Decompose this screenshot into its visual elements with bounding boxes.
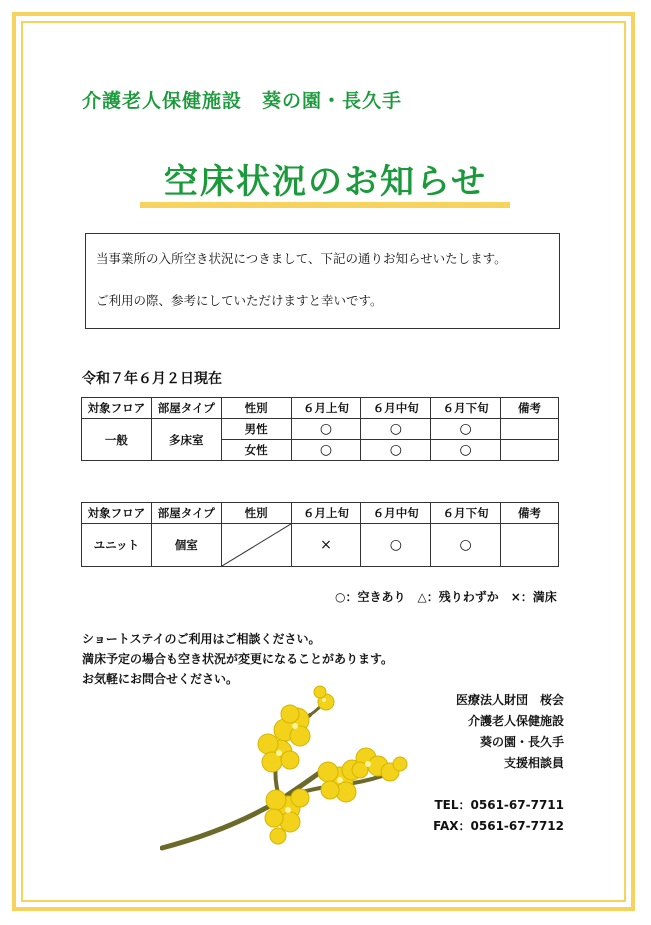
- note-line: 満床予定の場合も空き状況が変更になることがあります。: [82, 652, 394, 666]
- col-remarks: 備考: [501, 398, 559, 419]
- not-applicable-slash: [222, 524, 291, 566]
- remarks-cell: [501, 419, 559, 440]
- status-cell: ○: [431, 440, 501, 461]
- col-remarks: 備考: [501, 503, 559, 524]
- status-cell: ○: [361, 419, 431, 440]
- table-row: [82, 419, 559, 440]
- table-header-row: [82, 503, 559, 524]
- availability-table-unit: [81, 502, 559, 567]
- gender-cell: 女性: [221, 440, 291, 461]
- col-early-june: ６月上旬: [291, 398, 361, 419]
- facility-name: 葵の園・長久手: [479, 735, 564, 749]
- col-early-june: ６月上旬: [291, 503, 361, 524]
- page-title: 空床状況のお知らせ: [164, 162, 487, 202]
- status-cell: ○: [361, 440, 431, 461]
- col-room-type: 部屋タイプ: [151, 503, 221, 524]
- as-of-date: 令和７年６月２日現在: [82, 371, 222, 387]
- col-floor: 対象フロア: [82, 398, 152, 419]
- col-gender: 性別: [221, 503, 291, 524]
- col-late-june: ６月下旬: [431, 398, 501, 419]
- note-line: お気軽にお問合せください。: [82, 672, 239, 686]
- intro-line-1: 当事業所の入所空き状況につきまして、下記の通りお知らせいたします。: [96, 251, 507, 266]
- corporation-name: 医療法人財団 桜会: [455, 693, 564, 707]
- plum-blossom-illustration: [160, 680, 420, 860]
- contact-block: [433, 690, 564, 837]
- organization-name: 介護老人保健施設 葵の園・長久手: [82, 90, 403, 112]
- remarks-cell: [501, 440, 559, 461]
- contact-role: 支援相談員: [503, 756, 564, 770]
- status-cell: ○: [431, 419, 501, 440]
- table-row: [82, 524, 559, 567]
- status-cell: ○: [291, 440, 361, 461]
- intro-line-2: ご利用の際、参考にしていただけますと幸いです。: [96, 293, 383, 308]
- gender-cell: 男性: [221, 419, 291, 440]
- status-cell: ×: [291, 524, 361, 567]
- title-underline: [140, 202, 510, 208]
- status-cell: ○: [431, 524, 501, 567]
- fax-number: FAX：0561-67-7712: [433, 819, 564, 833]
- status-cell: ○: [361, 524, 431, 567]
- col-room-type: 部屋タイプ: [151, 398, 221, 419]
- room-type-cell: 個室: [151, 524, 221, 567]
- remarks-cell: [501, 524, 559, 567]
- floor-cell: ユニット: [82, 524, 152, 567]
- floor-cell: 一般: [82, 419, 152, 461]
- status-legend: ○：空きあり △：残りわずか ×：満床: [335, 590, 557, 604]
- room-type-cell: 多床室: [151, 419, 221, 461]
- intro-box: [85, 233, 560, 329]
- col-floor: 対象フロア: [82, 503, 152, 524]
- table-header-row: [82, 398, 559, 419]
- blossom-cluster: [258, 686, 407, 844]
- col-late-june: ６月下旬: [431, 503, 501, 524]
- availability-table-general: [81, 397, 559, 461]
- col-mid-june: ６月中旬: [361, 398, 431, 419]
- col-gender: 性別: [221, 398, 291, 419]
- status-cell: ○: [291, 419, 361, 440]
- facility-type: 介護老人保健施設: [467, 714, 564, 728]
- col-mid-june: ６月中旬: [361, 503, 431, 524]
- note-line: ショートステイのご利用はご相談ください。: [82, 632, 321, 646]
- phone-number: TEL：0561-67-7711: [434, 798, 564, 812]
- gender-cell-na: [221, 524, 291, 567]
